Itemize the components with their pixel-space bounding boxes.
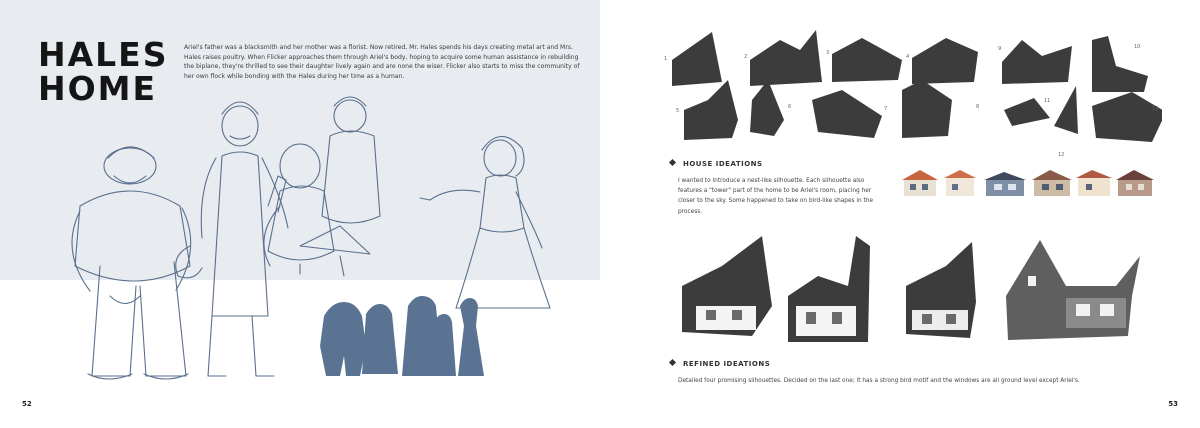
right-page	[600, 0, 1200, 428]
refined-ideations-text: Detailed four promising silhouettes. Decided on the last one; it has a strong bird motif and the windows are all ground level except Ariel's.	[678, 378, 1080, 384]
color-house-3	[984, 172, 1026, 196]
house-silhouette-5	[1002, 40, 1072, 84]
refined-house-3	[906, 242, 976, 338]
refined-house-1	[682, 236, 772, 336]
page-number-right: 53	[1168, 400, 1178, 408]
house-silhouette-1	[672, 32, 722, 86]
sketch-mr-hales	[72, 147, 191, 379]
house-silhouette-10	[902, 80, 952, 138]
diamond-icon	[669, 359, 676, 366]
house-silhouette-9	[812, 90, 882, 138]
sketch-mrs-hales	[176, 102, 288, 376]
section-heading-refined-ideations: REFINED IDEATIONS	[670, 360, 770, 368]
label-1: 1	[664, 56, 668, 62]
label-13: 13	[1152, 106, 1159, 112]
color-house-1	[902, 170, 938, 196]
label-9: 9	[998, 46, 1002, 52]
label-12: 12	[1058, 152, 1065, 158]
label-10: 10	[1134, 44, 1141, 50]
color-house-6	[1116, 170, 1154, 196]
refined-house-4	[1006, 240, 1140, 340]
house-silhouette-2	[750, 30, 822, 86]
house-silhouette-12	[1054, 86, 1078, 134]
title-line-2: HOME	[38, 69, 158, 108]
silhouette-mr-hales	[320, 302, 366, 376]
character-sketches	[40, 96, 580, 396]
intro-paragraph: Ariel's father was a blacksmith and her mother was a florist. Now retired, Mr. Hales spends his days creating metal art and Mrs. Hales raises poultry. When Flicker approaches them through Ariel's body, hoping to acquire some human assistance in rebuilding the biplane, they're thrilled to see their daughter lively again and are none the wiser. Flicker also starts to miss the community of her own flock while bonding with the Hales during her time as a human.	[184, 44, 580, 80]
color-house-5	[1076, 170, 1112, 196]
label-8: 8	[976, 104, 980, 110]
color-house-2	[944, 170, 976, 196]
title-line-1: HALES	[38, 35, 169, 74]
label-7: 7	[884, 106, 888, 112]
silhouette-figure-5	[458, 298, 484, 376]
silhouette-mrs-hales	[362, 304, 398, 374]
sketch-family-group	[264, 97, 380, 276]
house-ideations-text: I wanted to introduce a nest-like silhouette. Each silhouette also features a "tower" part of the home to be Ariel's room, placing her closer to the sky. Some happened to take on bird-like shapes in the process.	[678, 178, 874, 215]
label-4: 4	[906, 54, 910, 60]
character-silhouettes	[316, 286, 496, 381]
house-silhouette-7	[684, 80, 738, 140]
house-silhouette-13	[1092, 92, 1162, 142]
diamond-icon	[669, 159, 676, 166]
page-number-left: 52	[22, 400, 32, 408]
label-2: 2	[744, 54, 748, 60]
sketch-ariel	[420, 136, 550, 308]
house-silhouette-4	[912, 38, 978, 84]
section-heading-house-ideations: HOUSE IDEATIONS	[670, 160, 763, 168]
label-3: 3	[826, 50, 830, 56]
label-5: 5	[676, 108, 680, 114]
refined-house-2	[788, 236, 870, 342]
label-11: 11	[1044, 98, 1051, 104]
house-silhouette-8	[750, 80, 784, 136]
label-6: 6	[788, 104, 792, 110]
color-house-4	[1032, 170, 1072, 196]
house-silhouette-grid	[662, 30, 1162, 160]
refined-house-renderings	[676, 236, 1166, 354]
house-silhouette-3	[832, 38, 902, 82]
color-house-thumbnails	[900, 166, 1156, 202]
